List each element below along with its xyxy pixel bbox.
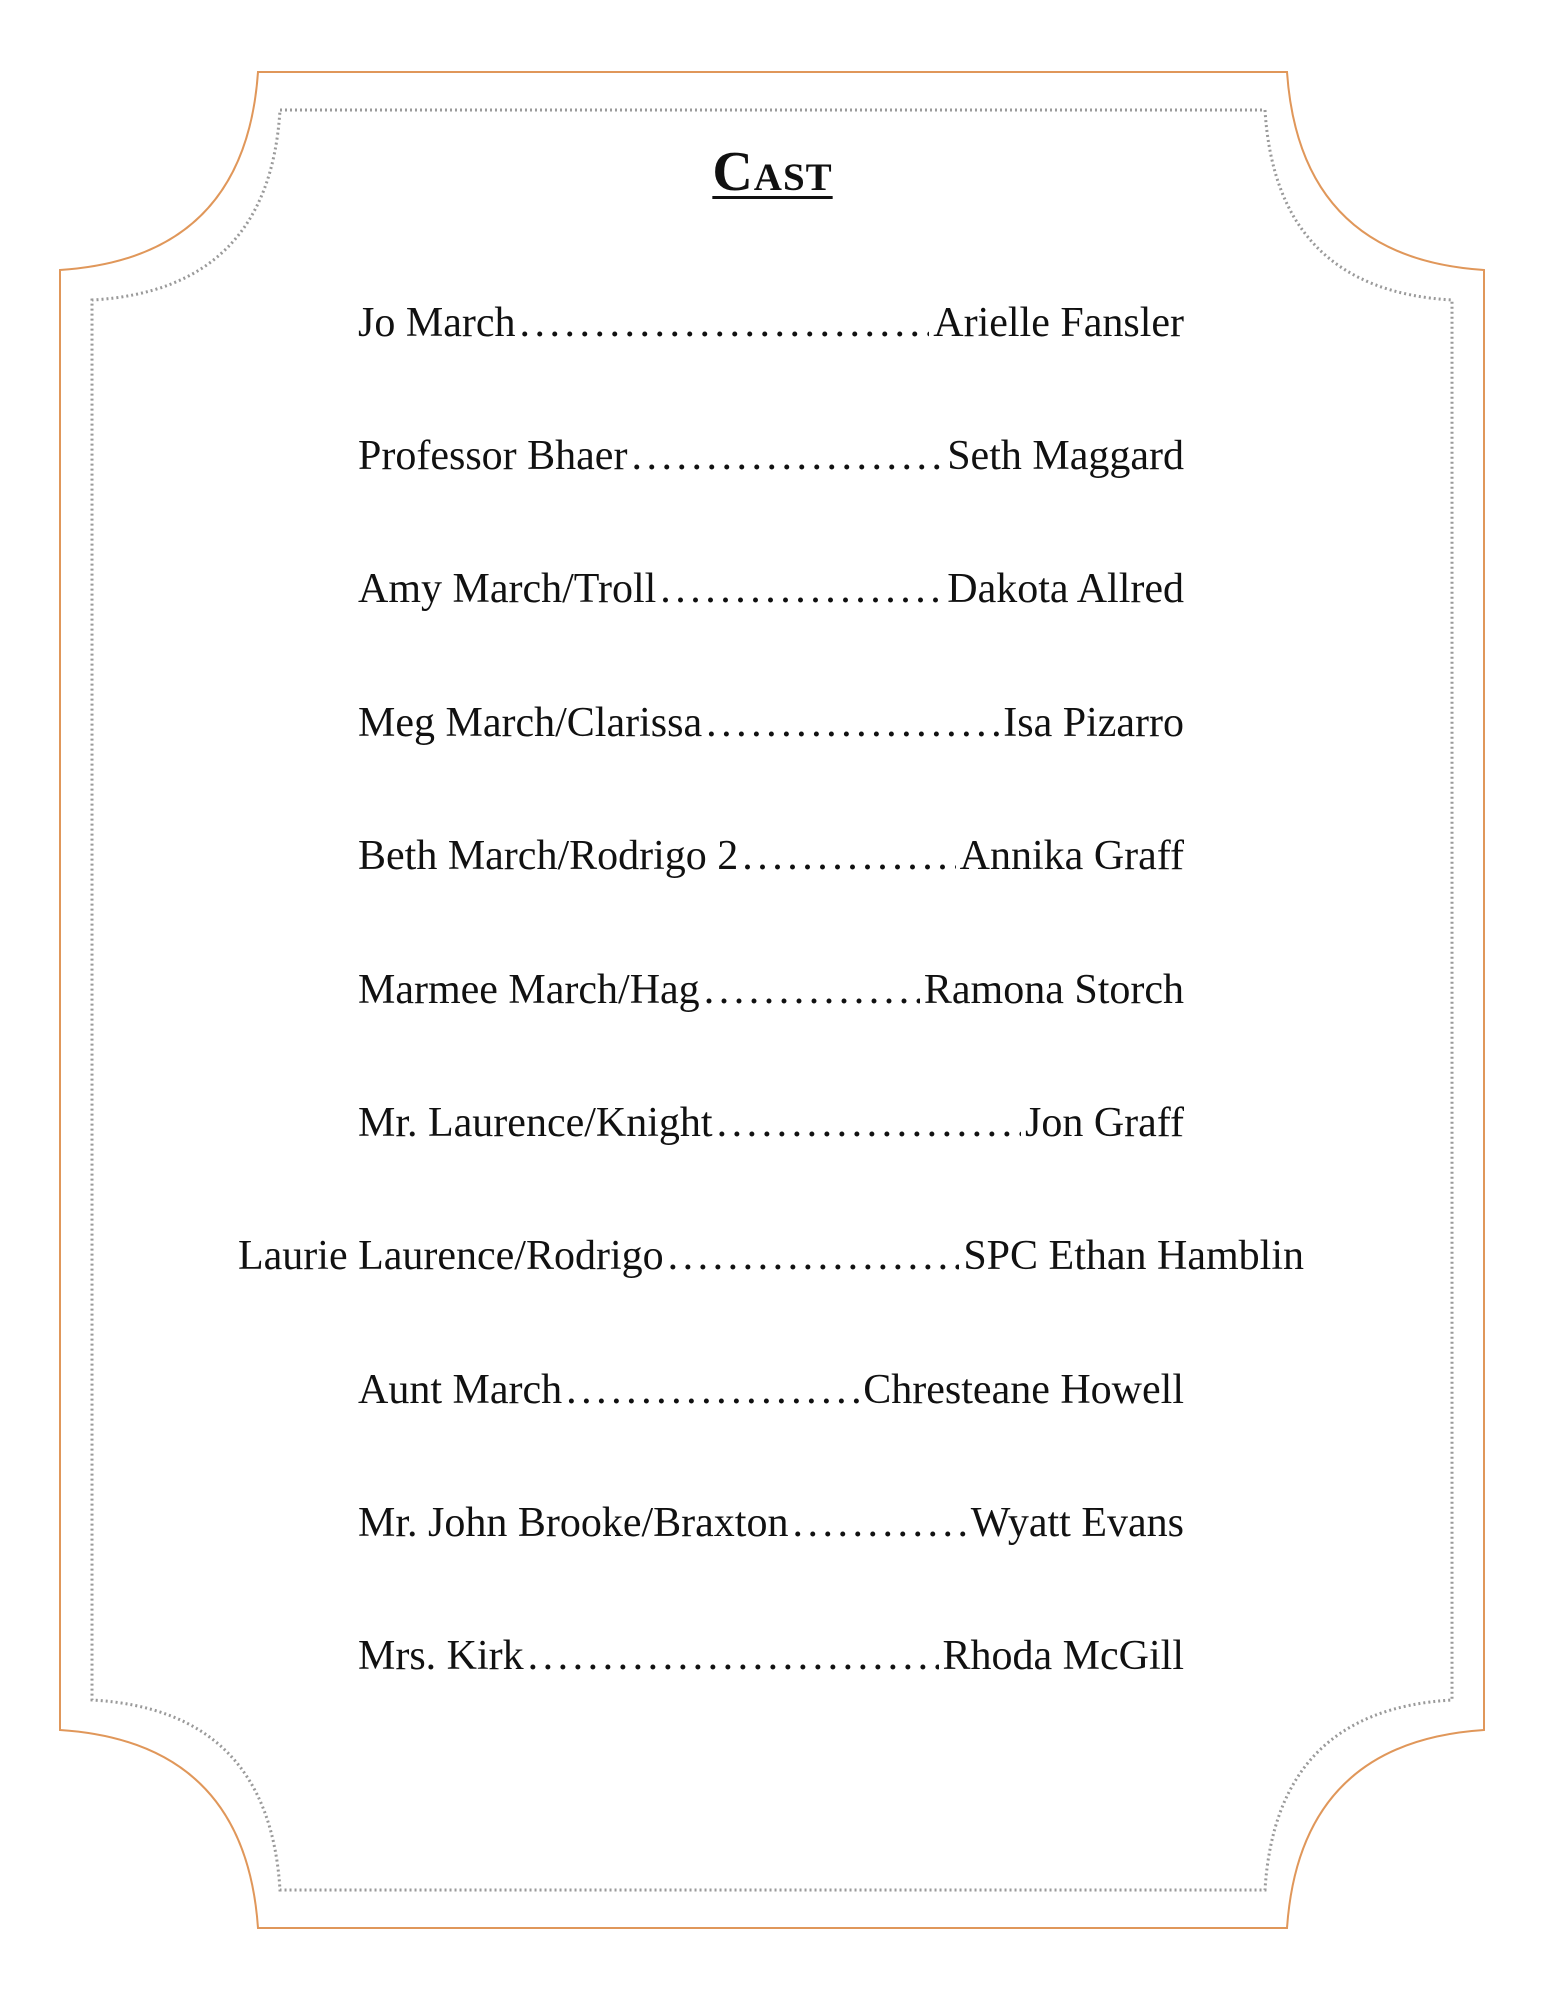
actor-name: Wyatt Evans <box>970 1500 1184 1546</box>
page-title: Cast <box>712 141 833 203</box>
cast-row <box>358 693 1184 753</box>
cast-row <box>358 1093 1184 1153</box>
cast-row <box>238 1226 1304 1286</box>
actor-name: Arielle Fansler <box>933 300 1184 346</box>
role-name: Professor Bhaer <box>358 433 628 479</box>
dot-leader <box>792 1493 966 1553</box>
dot-leader <box>519 293 929 353</box>
actor-name: SPC Ethan Hamblin <box>963 1233 1304 1279</box>
actor-name: Jon Graff <box>1024 1100 1184 1146</box>
actor-name: Annika Graff <box>959 833 1184 879</box>
role-name: Mr. Laurence/Knight <box>358 1100 713 1146</box>
cast-row <box>358 826 1184 886</box>
actor-name: Isa Pizarro <box>1003 700 1184 746</box>
dot-leader <box>631 426 943 486</box>
role-name: Beth March/Rodrigo 2 <box>358 833 739 879</box>
role-name: Aunt March <box>358 1367 563 1413</box>
dot-leader <box>566 1360 859 1420</box>
dot-leader <box>717 1093 1021 1153</box>
dot-leader <box>668 1226 960 1286</box>
dot-leader <box>704 960 920 1020</box>
cast-row <box>358 293 1184 353</box>
dot-leader <box>528 1626 939 1686</box>
role-name: Amy March/Troll <box>358 566 657 612</box>
dot-leader <box>706 693 999 753</box>
cast-row <box>358 1626 1184 1686</box>
cast-row <box>358 1360 1184 1420</box>
dot-leader <box>742 826 955 886</box>
actor-name: Dakota Allred <box>947 566 1184 612</box>
cast-row <box>358 960 1184 1020</box>
role-name: Mrs. Kirk <box>358 1633 524 1679</box>
cast-row <box>358 426 1184 486</box>
role-name: Jo March <box>358 300 516 346</box>
dot-leader <box>660 559 943 619</box>
role-name: Laurie Laurence/Rodrigo <box>238 1233 664 1279</box>
cast-row <box>358 559 1184 619</box>
cast-row <box>358 1493 1184 1553</box>
role-name: Marmee March/Hag <box>358 967 700 1013</box>
role-name: Meg March/Clarissa <box>358 700 703 746</box>
actor-name: Ramona Storch <box>923 967 1184 1013</box>
actor-name: Rhoda McGill <box>942 1633 1184 1679</box>
role-name: Mr. John Brooke/Braxton <box>358 1500 789 1546</box>
actor-name: Chresteane Howell <box>863 1367 1184 1413</box>
actor-name: Seth Maggard <box>947 433 1184 479</box>
